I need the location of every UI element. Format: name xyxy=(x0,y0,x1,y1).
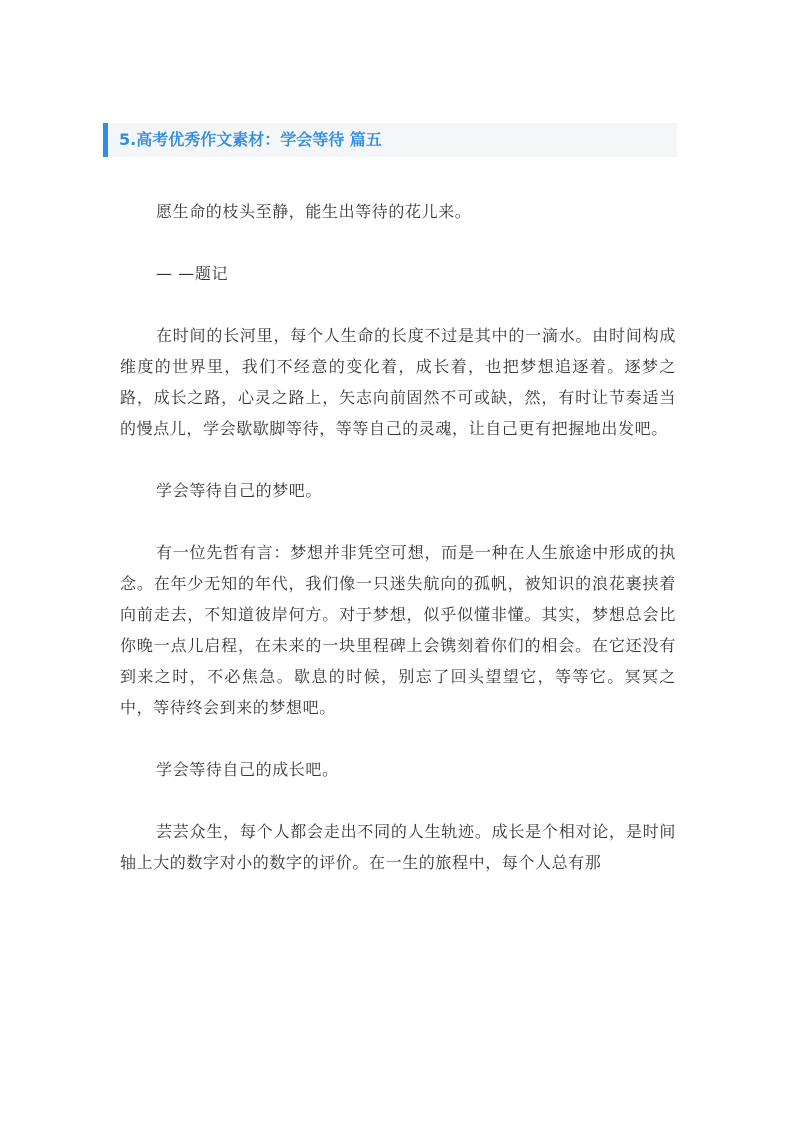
article-body xyxy=(120,196,676,909)
section-heading xyxy=(103,123,677,157)
body-paragraph: 在时间的长河里，每个人生命的长度不过是其中的一滴水。由时间构成维度的世界里，我们不经意的变化着，成长着，也把梦想追逐着。逐梦之路，成长之路，心灵之路上，矢志向前固然不可或缺，然，有时让节奏适当的慢点儿，学会歇歇脚等待，等等自己的灵魂，让自己更有把握地出发吧。 xyxy=(120,326,676,438)
epigraph-attribution: — —题记 xyxy=(156,264,229,283)
heading-accent-bar xyxy=(103,123,108,157)
subheading-paragraph: 学会等待自己的成长吧。 xyxy=(156,760,339,779)
body-paragraph: 有一位先哲有言：梦想并非凭空可想，而是一种在人生旅途中形成的执念。在年少无知的年代，我们像一只迷失航向的孤帆，被知识的浪花裹挟着向前走去，不知道彼岸何方。对于梦想，似乎似懂非懂。其实，梦想总会比你晚一点儿启程，在未来的一块里程碑上会镌刻着你们的相会。在它还没有到来之时，不必焦急。歇息的时候，别忘了回头望望它，等等它。冥冥之中，等待终会到来的梦想吧。 xyxy=(120,543,676,717)
epigraph: 愿生命的枝头至静，能生出等待的花儿来。 xyxy=(156,202,472,221)
body-paragraph: 芸芸众生，每个人都会走出不同的人生轨迹。成长是个相对论，是时间轴上大的数字对小的数字的评价。在一生的旅程中，每个人总有那 xyxy=(120,822,676,872)
subheading-paragraph: 学会等待自己的梦吧。 xyxy=(156,481,323,500)
heading-title: 5.高考优秀作文素材：学会等待 篇五 xyxy=(119,130,382,149)
